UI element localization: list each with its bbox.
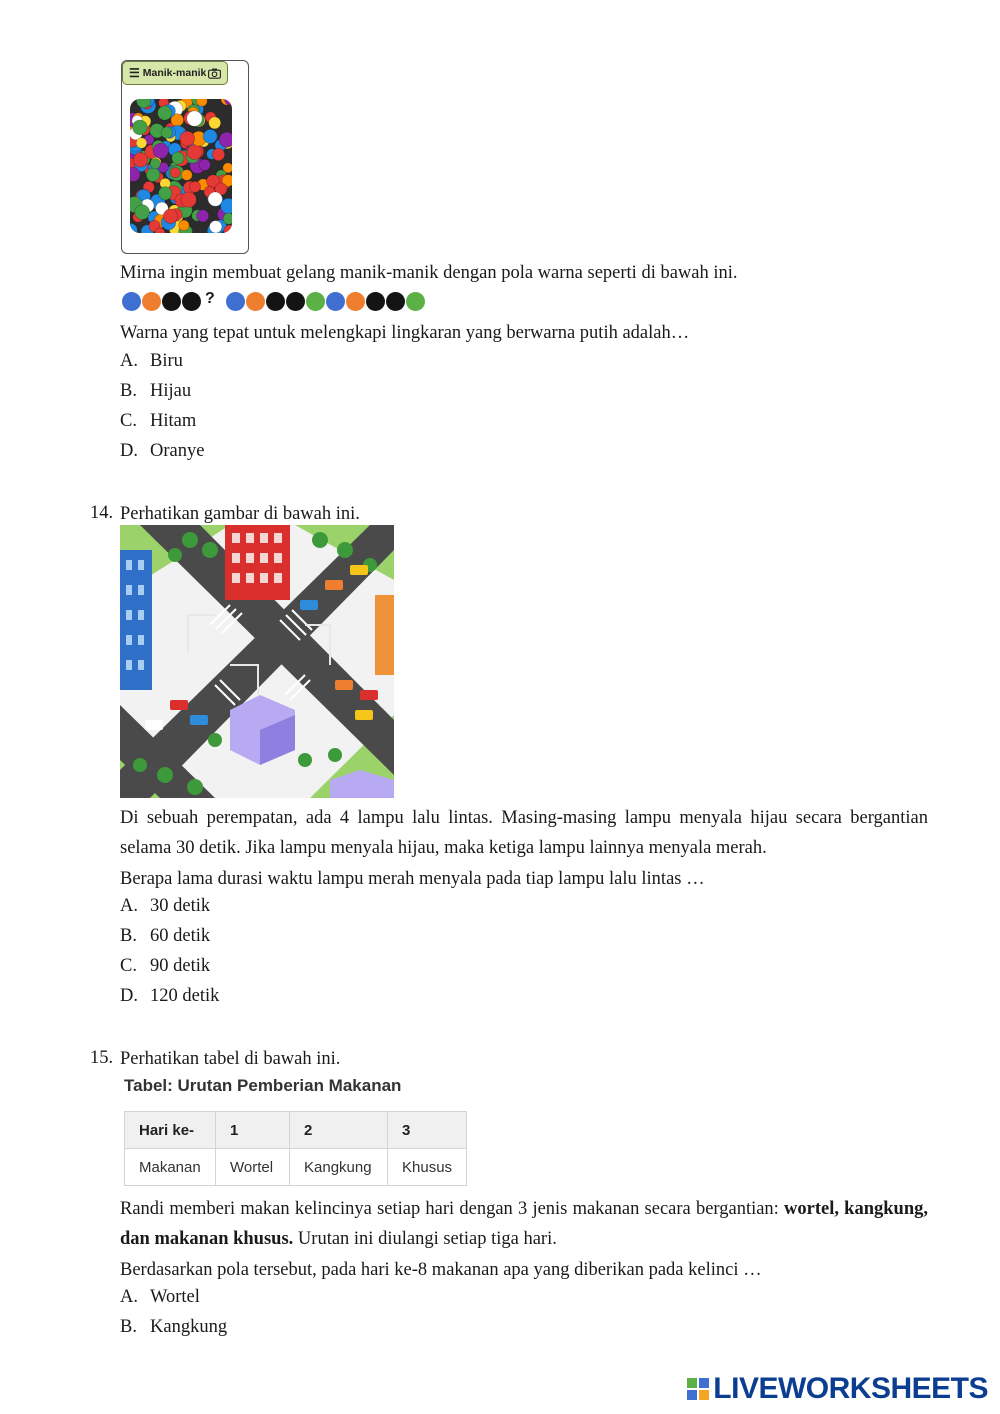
q15-paragraph-2: Berdasarkan pola tersebut, pada hari ke-8 makanan apa yang diberikan pada kelinci … bbox=[120, 1260, 762, 1280]
q14-option-a[interactable]: A. 30 detik bbox=[120, 896, 211, 916]
bead-shape bbox=[136, 138, 147, 149]
q13-prompt: Mirna ingin membuat gelang manik-manik dengan pola warna seperti di bawah ini. bbox=[120, 263, 738, 283]
q15-option-b[interactable]: B. Kangkung bbox=[120, 1317, 228, 1337]
beads-card-label: Manik-manik bbox=[142, 67, 207, 79]
bead-orange bbox=[142, 292, 161, 311]
bead-shape bbox=[179, 220, 190, 231]
bead-black bbox=[182, 292, 201, 311]
table-cell: Khusus bbox=[388, 1149, 467, 1186]
bead-shape bbox=[172, 152, 184, 164]
bead-black bbox=[162, 292, 181, 311]
food-list-bold: wortel, kangkung, dan makanan khusus. bbox=[120, 1199, 928, 1249]
bead-shape bbox=[181, 170, 192, 181]
bead-shape bbox=[181, 192, 196, 207]
q14-paragraph-2: Berapa lama durasi waktu lampu merah menyala pada tiap lampu lalu lintas … bbox=[120, 869, 705, 889]
bead-green bbox=[406, 292, 425, 311]
table-header-cell: 3 bbox=[388, 1112, 467, 1149]
bead-shape bbox=[197, 99, 208, 106]
unknown-bead-mark: ? bbox=[205, 290, 215, 307]
bead-shape bbox=[135, 205, 150, 220]
table-cell: Wortel bbox=[216, 1149, 290, 1186]
camera-icon bbox=[208, 68, 221, 79]
table-title: Tabel: Urutan Pemberian Makanan bbox=[124, 1076, 402, 1095]
bead-black bbox=[286, 292, 305, 311]
q15-paragraph-1: Randi memberi makan kelincinya setiap hari dengan 3 jenis makanan secara bergantian: wortel, kangkung, dan makanan khusus. Urutan ini diulangi setiap tiga hari. bbox=[120, 1199, 928, 1249]
table-header-cell: 2 bbox=[290, 1112, 388, 1149]
bead-black bbox=[386, 292, 405, 311]
q15-prompt: Perhatikan tabel di bawah ini. bbox=[120, 1049, 341, 1069]
bead-shape bbox=[153, 143, 168, 158]
bead-blue bbox=[326, 292, 345, 311]
bead-black bbox=[266, 292, 285, 311]
bead-blue bbox=[122, 292, 141, 311]
beads-card bbox=[121, 60, 249, 254]
bead-shape bbox=[219, 132, 232, 147]
table-header-row bbox=[125, 1112, 467, 1149]
bead-shape bbox=[209, 117, 221, 129]
bead-shape bbox=[130, 223, 137, 233]
bead-shape bbox=[210, 221, 222, 233]
table-cell: Makanan bbox=[125, 1149, 216, 1186]
bead-orange bbox=[346, 292, 365, 311]
q14-number: 14. bbox=[90, 503, 114, 523]
bead-shape bbox=[208, 192, 222, 206]
city-intersection-image bbox=[120, 525, 394, 798]
bead-shape bbox=[212, 148, 224, 160]
bead-shape bbox=[180, 131, 195, 146]
q14-option-d[interactable]: D. 120 detik bbox=[120, 986, 220, 1006]
bead-shape bbox=[187, 145, 202, 160]
q14-option-c[interactable]: C. 90 detik bbox=[120, 956, 211, 976]
q13-question: Warna yang tepat untuk melengkapi lingkaran yang berwarna putih adalah… bbox=[120, 323, 690, 343]
bead-shape bbox=[203, 129, 217, 143]
bead-orange bbox=[246, 292, 265, 311]
bead-shape bbox=[199, 159, 210, 170]
bead-shape bbox=[146, 168, 160, 182]
q15-number: 15. bbox=[90, 1048, 114, 1068]
bead-shape bbox=[133, 153, 148, 168]
bead-shape bbox=[223, 213, 232, 224]
menu-icon: ☰ bbox=[129, 66, 140, 80]
bead-black bbox=[366, 292, 385, 311]
q13-option-a[interactable]: A. Biru bbox=[120, 351, 183, 371]
bead-green bbox=[306, 292, 325, 311]
bead-shape bbox=[130, 167, 140, 181]
table-header-cell: Hari ke- bbox=[125, 1112, 216, 1149]
bead-shape bbox=[189, 181, 200, 192]
bead-shape bbox=[197, 210, 209, 222]
q14-prompt: Perhatikan gambar di bawah ini. bbox=[120, 504, 360, 524]
q14-option-b[interactable]: B. 60 detik bbox=[120, 926, 211, 946]
bead-shape bbox=[133, 120, 148, 135]
bead-shape bbox=[187, 111, 202, 126]
liveworksheets-logo: LIVE WORKSHEETS bbox=[686, 1372, 988, 1406]
beads-card-tab bbox=[122, 61, 228, 85]
bead-shape bbox=[163, 209, 177, 223]
liveworksheets-logo-icon bbox=[686, 1377, 710, 1401]
table-row bbox=[125, 1149, 467, 1186]
bead-shape bbox=[170, 168, 180, 178]
bead-blue bbox=[226, 292, 245, 311]
q13-option-c[interactable]: C. Hitam bbox=[120, 411, 197, 431]
bead-shape bbox=[158, 106, 172, 120]
bead-shape bbox=[150, 159, 160, 169]
beads-photo bbox=[130, 99, 232, 233]
q14-paragraph-1: Di sebuah perempatan, ada 4 lampu lalu lintas. Masing-masing lampu menyala hijau secara bergantian selama 30 detik. Jika lampu menyala hijau, maka ketiga lampu lainnya menyala merah. bbox=[120, 808, 928, 858]
table-header-cell: 1 bbox=[216, 1112, 290, 1149]
feeding-table bbox=[124, 1111, 467, 1186]
bead-shape bbox=[161, 127, 172, 138]
q13-option-b[interactable]: B. Hijau bbox=[120, 381, 192, 401]
bead-shape bbox=[159, 187, 172, 200]
q13-option-d[interactable]: D. Oranye bbox=[120, 441, 205, 461]
q15-option-a[interactable]: A. Wortel bbox=[120, 1287, 200, 1307]
table-cell: Kangkung bbox=[290, 1149, 388, 1186]
